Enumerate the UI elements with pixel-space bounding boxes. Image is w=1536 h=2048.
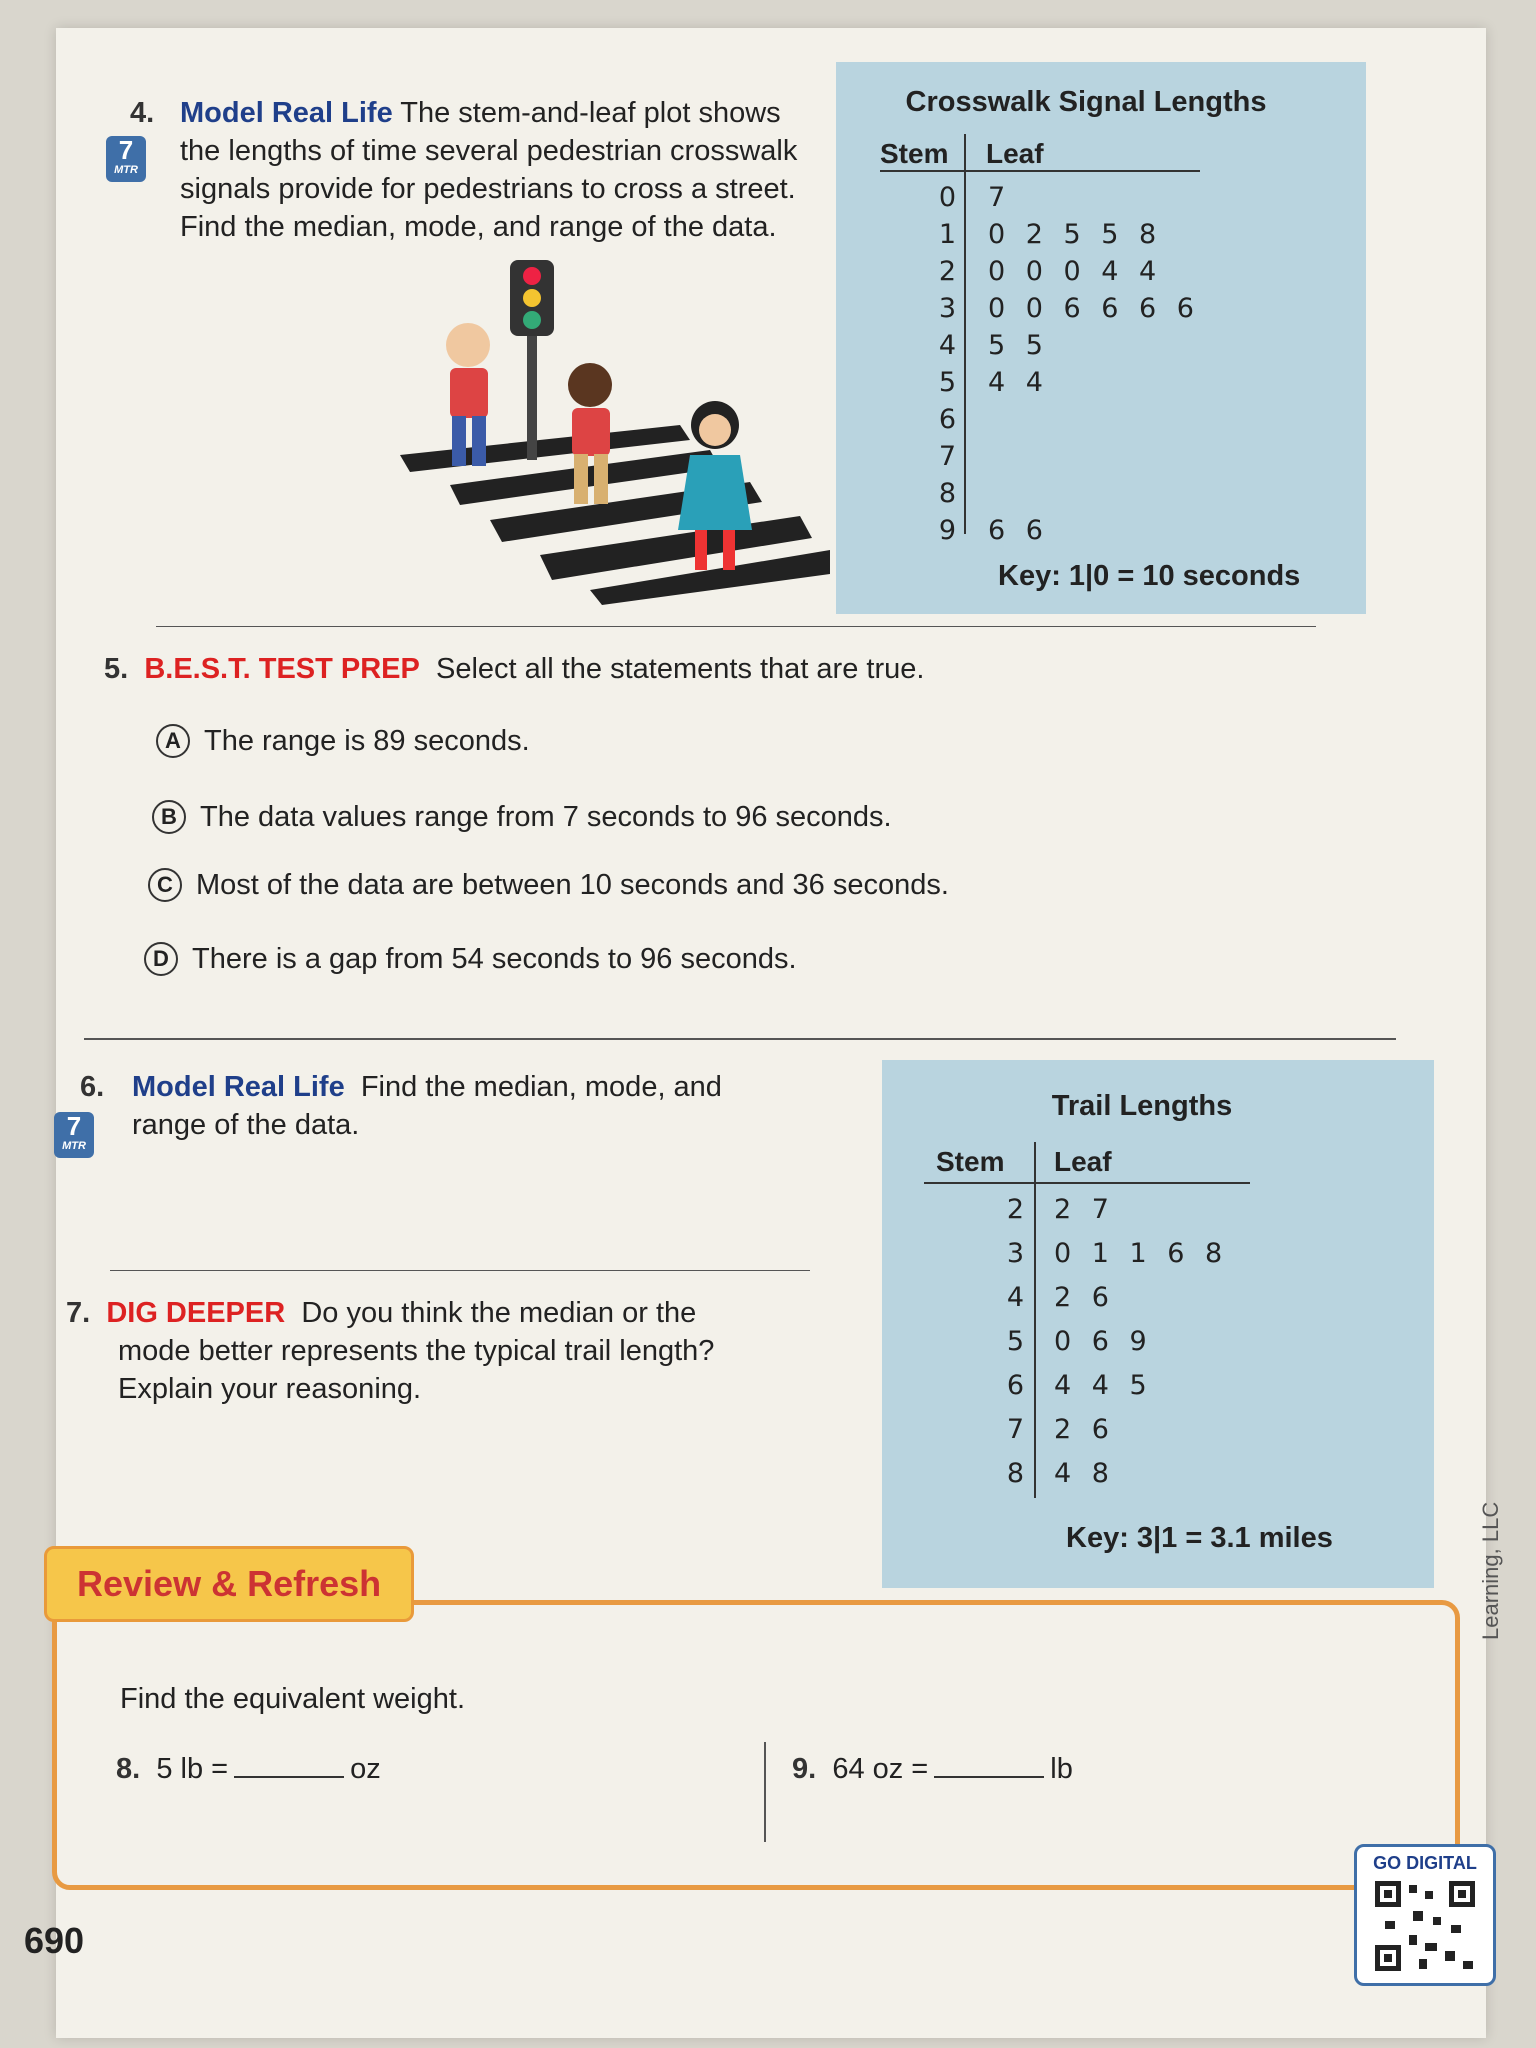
leaf-values: 0 6 9 [1054,1326,1153,1357]
review-box [52,1600,1460,1890]
leaf-values: 2 7 [1054,1194,1115,1225]
leaf-values: 0 1 1 6 8 [1054,1238,1229,1269]
plot1-key: Key: 1|0 = 10 seconds [998,560,1301,592]
stem-value: 6 [1006,1370,1024,1401]
qr-code-icon [1375,1881,1475,1971]
q5-heading: B.E.S.T. TEST PREP [144,653,420,685]
stem-value: 5 [1006,1326,1024,1357]
stem-value: 8 [1006,1458,1024,1489]
leaf-values: 7 [988,182,1012,213]
stem-value: 0 [938,182,956,213]
stem-value: 2 [1006,1194,1024,1225]
option-b[interactable]: B The data values range from 7 seconds to 96 seconds. [152,800,892,834]
q9-answer-blank[interactable] [934,1776,1044,1778]
go-digital-label: GO DIGITAL [1373,1853,1477,1873]
plot2-stem-divider [1034,1142,1036,1498]
q6-heading: Model Real Life [132,1071,345,1103]
leaf-values: 4 4 [988,367,1049,398]
crosswalk-illustration [390,250,840,610]
stem-value: 9 [938,515,956,546]
mtr-badge-icon: 7 MTR [106,136,146,182]
review-instruction: Find the equivalent weight. [120,1683,465,1715]
stem-value: 6 [938,404,956,435]
plot1-stem-divider [964,134,966,534]
answer-line[interactable] [110,1270,810,1271]
plot2-key: Key: 3|1 = 3.1 miles [1066,1522,1333,1554]
mtr-badge-icon: 7 MTR [54,1112,94,1158]
q8-answer-blank[interactable] [234,1776,344,1778]
q5-prompt-line: 5. B.E.S.T. TEST PREP Select all the statements that are true. [104,653,925,685]
q6-number: 6. [80,1071,105,1103]
stem-value: 4 [1006,1282,1024,1313]
option-c[interactable]: C Most of the data are between 10 seconds and 36 seconds. [148,868,949,902]
q6-text: Model Real Life Find the median, mode, and range of the data. [132,1071,722,1141]
stem-value: 1 [938,219,956,250]
plot1-title: Crosswalk Signal Lengths [905,86,1267,118]
q4-number: 4. [130,97,155,129]
plot1-header-rule [880,170,1200,172]
stem-value: 2 [938,256,956,287]
leaf-values: 0 0 0 4 4 [988,256,1163,287]
stem-value: 3 [1006,1238,1024,1269]
option-a[interactable]: A The range is 89 seconds. [156,724,530,758]
q4-text: Model Real Life The stem-and-leaf plot shows the lengths of time several pedestrian crosswalk signals provide for pedestrians to cross a street. Find the median, mode, and range of the data. [180,97,798,243]
q7-heading: DIG DEEPER [106,1297,286,1329]
review-tag: Review & Refresh [44,1546,414,1622]
plot2-stem-header: Stem [936,1146,1005,1177]
plot2-header-rule [924,1182,1250,1184]
divider [156,626,1316,627]
leaf-values: 2 6 [1054,1282,1115,1313]
plot1-stem-header: Stem [880,138,949,169]
plot2-title: Trail Lengths [1051,1090,1233,1122]
plot1-leaf-header: Leaf [986,138,1044,169]
divider [84,1038,1396,1040]
q9: 9. 64 oz = lb [792,1753,1073,1785]
go-digital-box[interactable] [1354,1844,1496,1986]
crosswalk-plot-panel [836,62,1366,614]
stem-value: 8 [938,478,956,509]
stem-value: 7 [1006,1414,1024,1445]
plot2-leaf-header: Leaf [1054,1146,1112,1177]
page-number: 690 [24,1920,85,1961]
leaf-values: 2 6 [1054,1414,1115,1445]
leaf-values: 4 8 [1054,1458,1115,1489]
leaf-values: 0 2 5 5 8 [988,219,1163,250]
trail-plot-panel [882,1060,1434,1588]
leaf-values: 5 5 [988,330,1049,361]
side-copyright: Learning, LLC [1478,1501,1503,1640]
stem-value: 7 [938,441,956,472]
stem-value: 4 [938,330,956,361]
leaf-values: 6 6 [988,515,1049,546]
q4-heading: Model Real Life [180,97,393,129]
leaf-values: 0 0 6 6 6 6 [988,293,1200,324]
q8: 8. 5 lb = oz [116,1753,381,1785]
stem-value: 5 [938,367,956,398]
column-divider [764,1742,766,1842]
q7-text: 7. DIG DEEPER Do you think the median or the mode better represents the typical trail length? Explain your reasoning. [66,1297,715,1405]
leaf-values: 4 4 5 [1054,1370,1153,1401]
option-d[interactable]: D There is a gap from 54 seconds to 96 seconds. [144,942,797,976]
stem-value: 3 [938,293,956,324]
